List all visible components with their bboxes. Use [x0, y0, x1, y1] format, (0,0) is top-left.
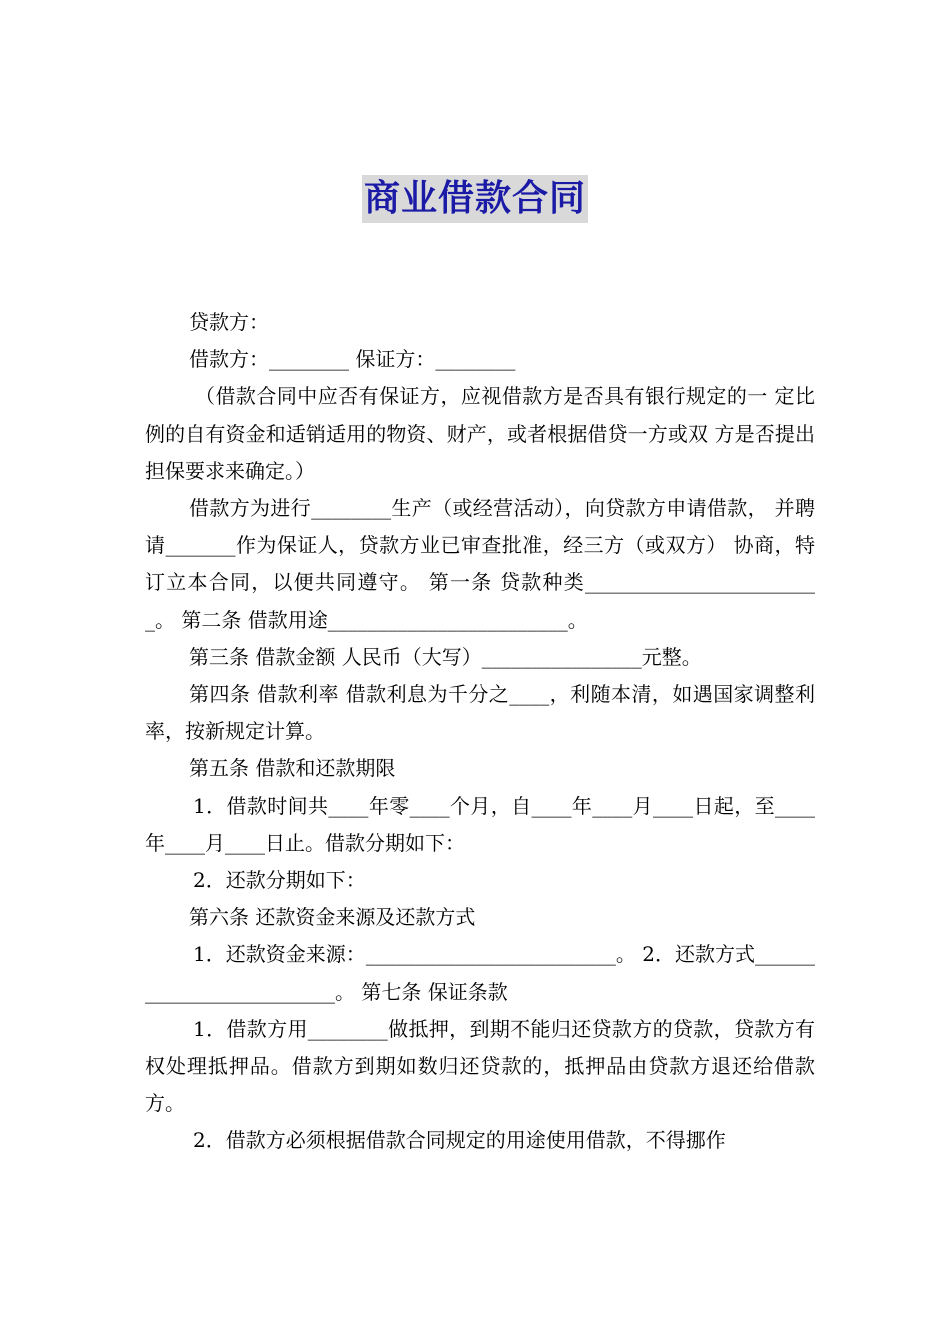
- document-title: 商业借款合同: [362, 175, 588, 223]
- paragraph-preamble: 借款方为进行________生产（或经营活动），向贷款方申请借款， 并聘请_______作为保证人，贷款方业已审查批准，经三方（或双方） 协商，特订立本合同，以便共同遵守。 第一条 贷款种类________________________。 第二条 借款用途________________________。: [145, 496, 815, 632]
- paragraph-article-3: 第三条 借款金额 人民币（大写）________________元整。: [189, 644, 702, 669]
- paragraph-article-4: 第四条 借款利率 借款利息为千分之____，利随本清，如遇国家调整利率，按新规定计算。: [145, 682, 815, 744]
- paragraph-lender: 贷款方：: [189, 310, 269, 334]
- paragraph-article-5: 第五条 借款和还款期限: [189, 756, 396, 781]
- paragraph-article-6-items: 1．还款资金来源：_________________________。 2．还款方式_________________________。 第七条 保证条款: [145, 942, 815, 1004]
- paragraph-article-7-item-2: 2．借款方必须根据借款合同规定的用途使用借款，不得挪作: [193, 1128, 726, 1153]
- paragraph-article-6: 第六条 还款资金来源及还款方式: [189, 905, 476, 930]
- paragraph-article-5-item-2: 2．还款分期如下：: [193, 868, 366, 893]
- title-container: [0, 175, 950, 223]
- paragraph-guarantor-note: （借款合同中应否有保证方，应视借款方是否具有银行规定的一 定比例的自有资金和适销适用的物资、财产，或者根据借贷一方或双 方是否提出担保要求来确定。）: [145, 384, 815, 483]
- document-body: [145, 304, 815, 1160]
- paragraph-borrower-guarantor: 借款方：________ 保证方：________: [189, 347, 516, 372]
- paragraph-article-7-item-1: 1．借款方用________做抵押，到期不能归还贷款方的贷款，贷款方有权处理抵押品。借款方到期如数归还贷款的，抵押品由贷款方退还给借款方。: [145, 1016, 815, 1116]
- paragraph-article-5-item-1: 1．借款时间共____年零____个月，自____年____月____日起，至____年____月____日止。借款分期如下：: [145, 793, 815, 855]
